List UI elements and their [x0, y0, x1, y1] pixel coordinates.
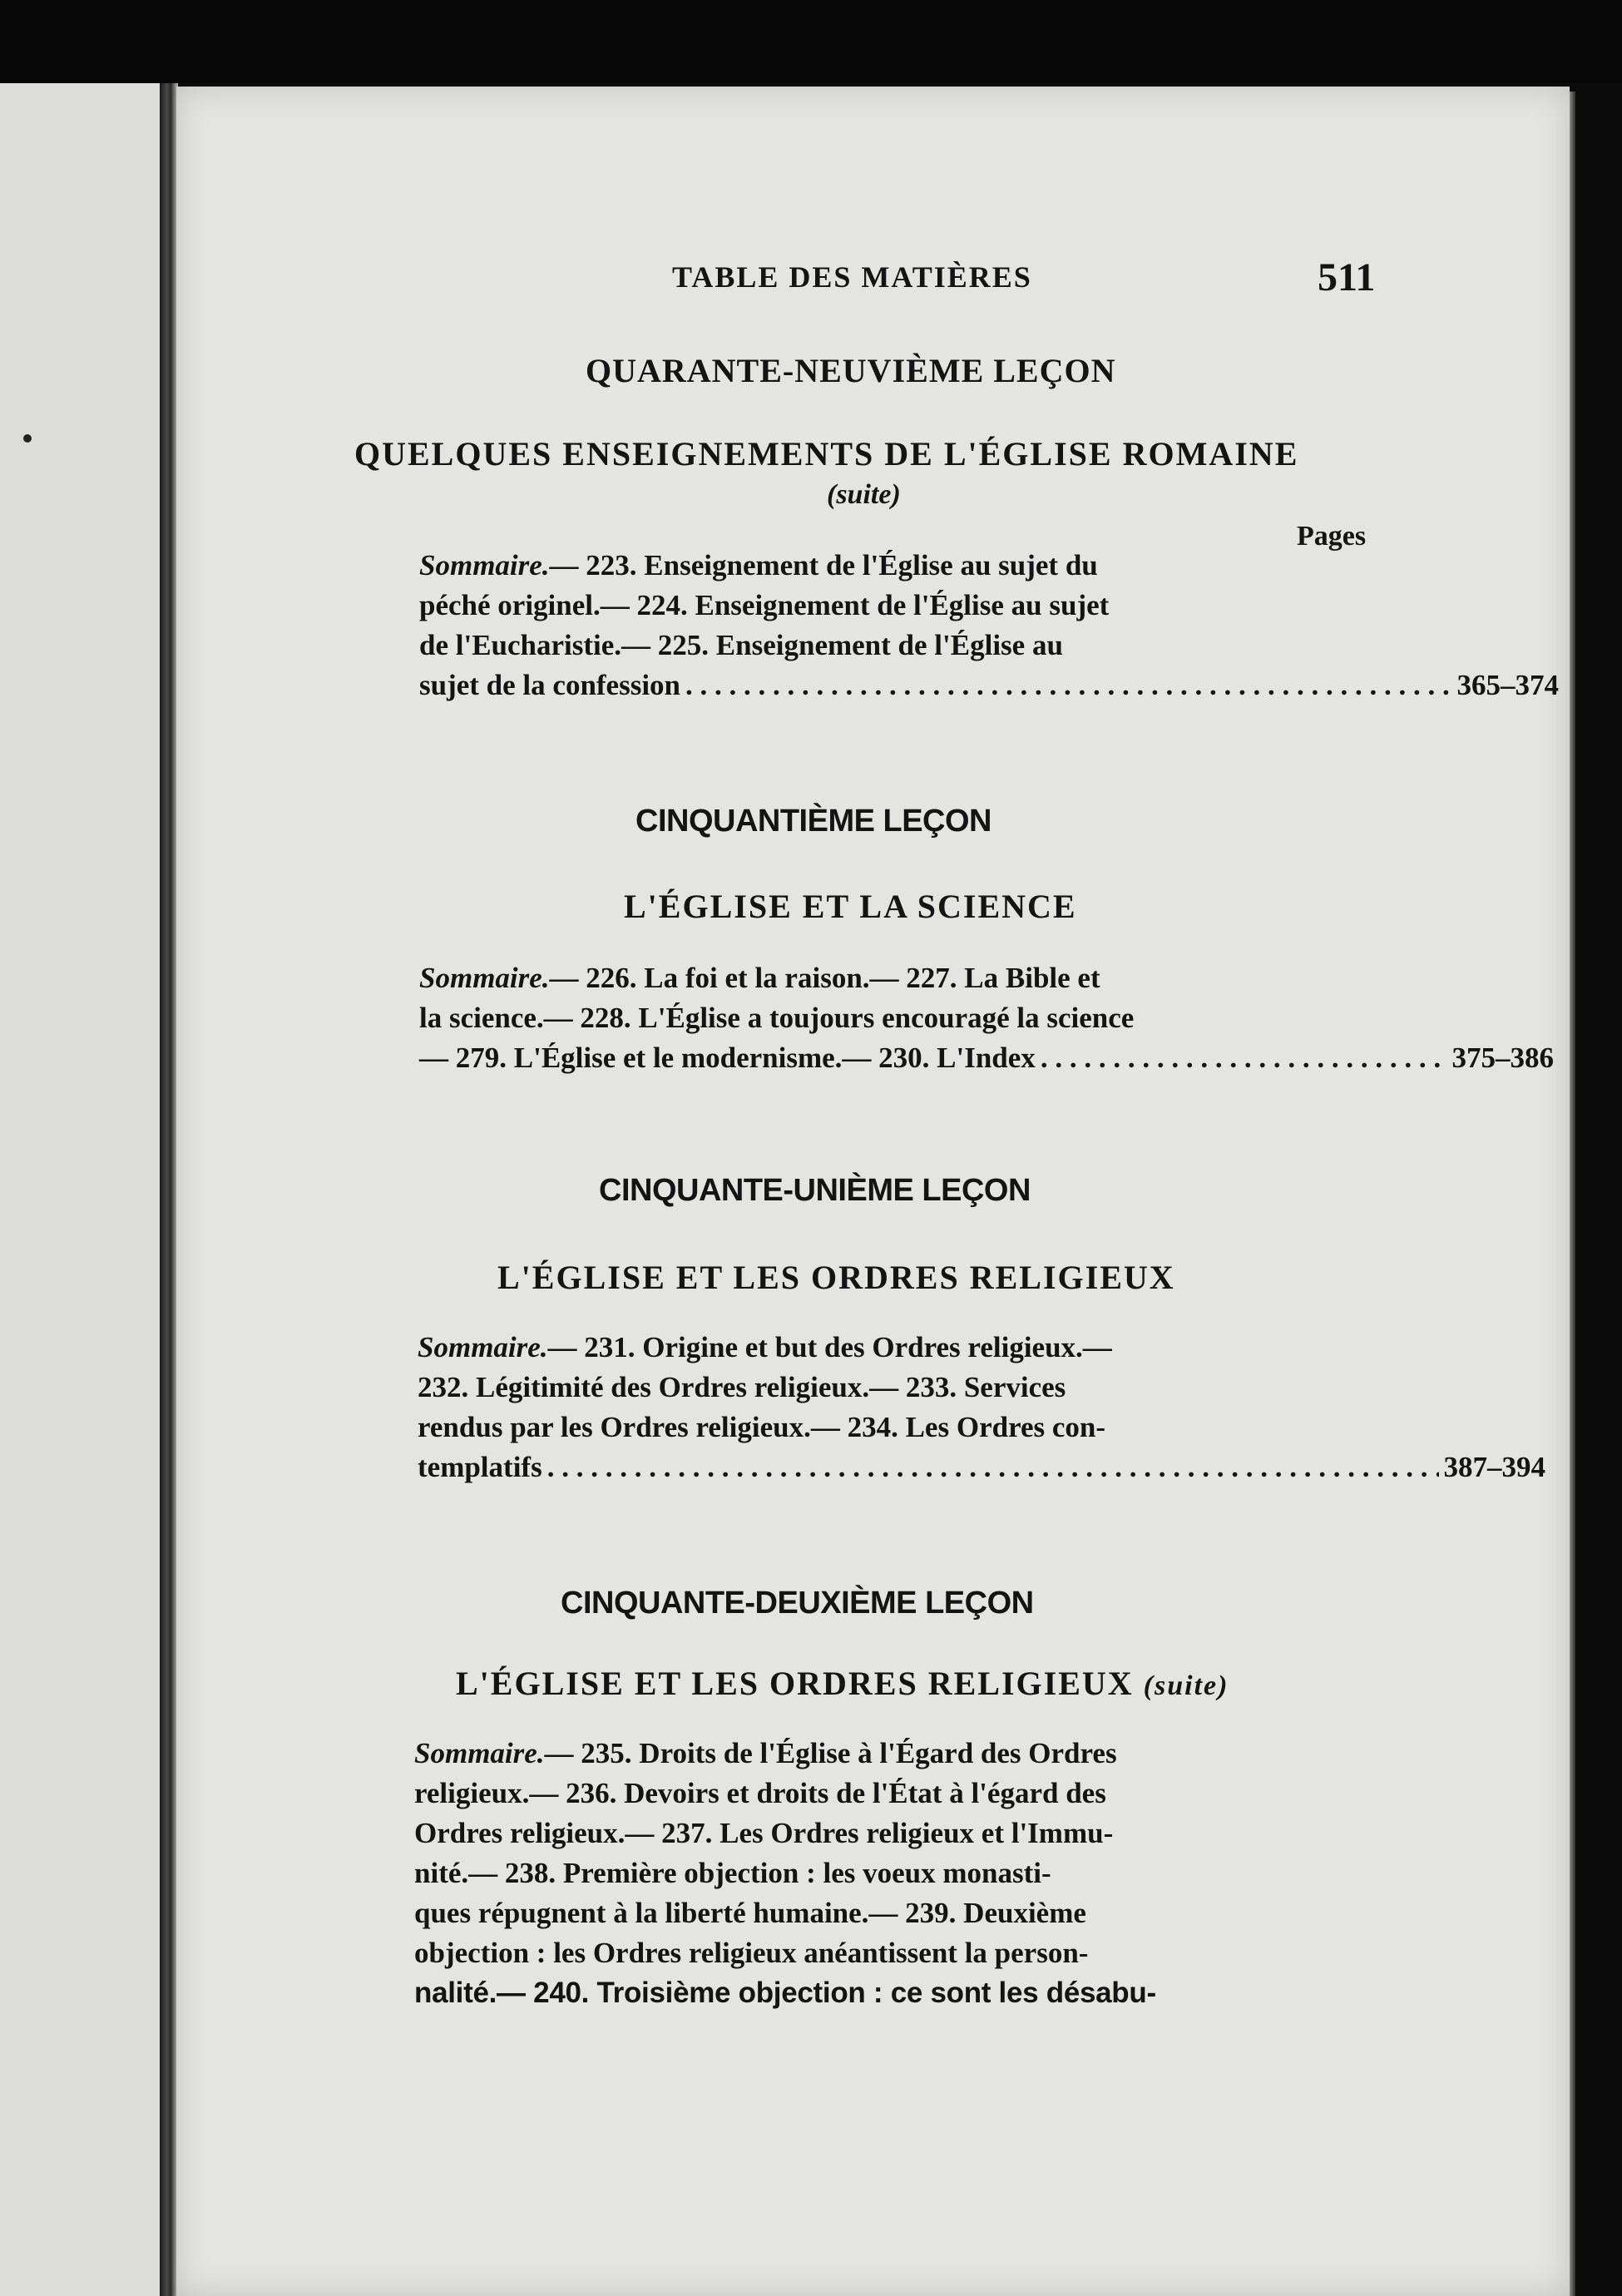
sommaire-line: nalité.— 240. Troisième objection : ce sont les désabu-	[414, 1977, 1156, 2009]
lecon-heading: CINQUANTE-UNIÈME LEÇON	[599, 1173, 1031, 1208]
dot-leader	[685, 669, 1451, 702]
sommaire-label: Sommaire.	[418, 1331, 548, 1363]
sommaire-line	[414, 1737, 1117, 1770]
speck	[23, 434, 32, 443]
sommaire-line: la science.— 228. L'Église a toujours encouragé la science	[419, 1002, 1135, 1034]
lecon-heading: QUARANTE-NEUVIÈME LEÇON	[586, 352, 1116, 389]
sommaire-line: 232. Légitimité des Ordres religieux.— 233. Services	[418, 1371, 1066, 1403]
lecon-heading: CINQUANTE-DEUXIÈME LEÇON	[561, 1586, 1034, 1621]
sommaire-line: nité.— 238. Première objection : les voeux monasti-	[414, 1857, 1051, 1889]
page-range: 375–386	[1451, 1042, 1554, 1074]
sommaire-text: sujet de la confession	[419, 669, 681, 701]
lecon-subtitle: QUELQUES ENSEIGNEMENTS DE L'ÉGLISE ROMAINE	[354, 435, 1299, 473]
lecon-heading: CINQUANTIÈME LEÇON	[635, 804, 991, 839]
sommaire-label: Sommaire.	[419, 962, 550, 994]
sommaire-text: — 235. Droits de l'Église à l'Égard des Ordres	[544, 1737, 1117, 1769]
sommaire-label: Sommaire.	[419, 549, 550, 581]
sommaire-text: templatifs	[418, 1451, 542, 1483]
sommaire-line	[418, 1331, 1112, 1364]
pages-column-label: Pages	[1297, 521, 1367, 552]
lecon-subtitle: L'ÉGLISE ET LES ORDRES RELIGIEUX	[497, 1259, 1175, 1296]
sommaire-line: de l'Eucharistie.— 225. Enseignement de l'Église au	[419, 629, 1063, 661]
sommaire-line	[419, 962, 1100, 995]
film-border-right	[1575, 83, 1622, 2296]
sommaire-line: ques répugnent à la liberté humaine.— 239. Deuxième	[414, 1897, 1086, 1929]
sommaire-label: Sommaire.	[414, 1737, 545, 1769]
toc-entry-leader	[418, 1451, 1545, 1484]
subtitle-suffix: (suite)	[827, 479, 901, 510]
sommaire-text: — 231. Origine et but des Ordres religieux.—	[547, 1331, 1112, 1363]
lecon-subtitle: L'ÉGLISE ET LA SCIENCE	[624, 888, 1077, 925]
sommaire-line: rendus par les Ordres religieux.— 234. Les Ordres con-	[418, 1411, 1106, 1443]
facing-page-edge	[0, 83, 170, 2296]
running-header: TABLE DES MATIÈRES	[672, 260, 1032, 294]
sommaire-text: — 226. La foi et la raison.— 227. La Bible et	[549, 962, 1100, 994]
sommaire-text: — 279. L'Église et le modernisme.— 230. L'Index	[419, 1042, 1036, 1074]
film-border-top	[0, 0, 1622, 83]
subtitle-text: L'ÉGLISE ET LES ORDRES RELIGIEUX	[456, 1665, 1134, 1702]
page-range: 387–394	[1443, 1451, 1545, 1483]
toc-entry-leader	[419, 669, 1559, 702]
sommaire-text: — 223. Enseignement de l'Église au sujet du	[549, 549, 1098, 581]
sommaire-line: péché originel.— 224. Enseignement de l'Église au sujet	[419, 589, 1110, 621]
book-page	[176, 87, 1570, 2296]
subtitle-suffix: (suite)	[1143, 1670, 1229, 1701]
page-number: 511	[1318, 255, 1376, 299]
book-gutter	[160, 83, 178, 2296]
sommaire-line: objection : les Ordres religieux anéantissent la person-	[414, 1937, 1089, 1969]
dot-leader	[547, 1451, 1439, 1484]
toc-entry-leader	[419, 1042, 1554, 1075]
sommaire-line	[419, 549, 1452, 582]
lecon-subtitle	[456, 1664, 1229, 1703]
dot-leader	[1041, 1042, 1447, 1075]
sommaire-line: Ordres religieux.— 237. Les Ordres religieux et l'Immu-	[414, 1817, 1114, 1849]
page-range: 365–374	[1456, 669, 1559, 701]
sommaire-line: religieux.— 236. Devoirs et droits de l'État à l'égard des	[414, 1777, 1106, 1809]
